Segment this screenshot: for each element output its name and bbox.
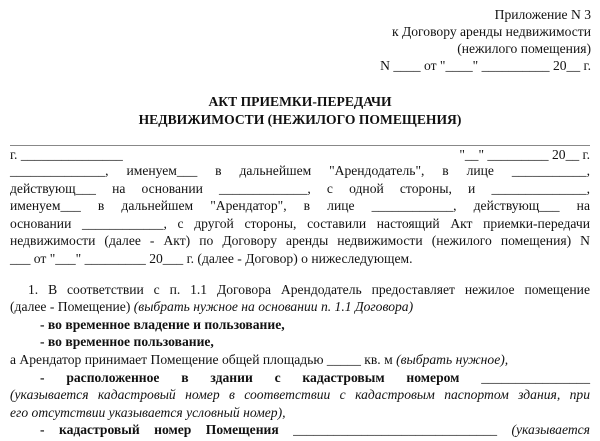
clause-note-line: его отсутствии указывается условный номер), xyxy=(10,404,286,420)
clause-line: 1. В соответствии с п. 1.1 Договора Арендодатель предоставляет нежилое помещение xyxy=(28,281,590,297)
title-line-1: АКТ ПРИЕМКИ-ПЕРЕДАЧИ xyxy=(208,94,392,109)
paragraph-line: ______________, именуем___ в дальнейшем "Арендодатель", в лице ___________, xyxy=(10,163,590,178)
clause-line: - кадастровый номер Помещения ______________________________ (указывается xyxy=(40,422,590,438)
paragraph-line: недвижимости (далее - Акт) по Договору аренды недвижимости (нежилого помещения) N xyxy=(10,233,590,249)
clause-line: (далее - Помещение) (выбрать нужное на основании п. 1.1 Договора) xyxy=(10,299,414,315)
paragraph-line: именуем___ в дальнейшем "Арендатор", в лице ____________, действующ___ на xyxy=(10,198,590,214)
option-line: - во временное владение и пользование, xyxy=(40,316,285,332)
document-body xyxy=(10,162,590,439)
city-field: г. _______________ xyxy=(10,147,123,162)
appendix-line: Приложение N 3 xyxy=(494,7,591,22)
place-date-row xyxy=(10,145,590,163)
document-title xyxy=(0,93,600,128)
appendix-line: (нежилого помещения) xyxy=(457,41,591,56)
option-line: - во временное пользование, xyxy=(40,334,214,350)
date-field: "__" _________ 20__ г. xyxy=(459,147,590,162)
paragraph-line: основании ____________, с другой стороны, составили настоящий Акт приемки-передачи xyxy=(10,215,590,231)
appendix-line: N ____ от "____" __________ 20__ г. xyxy=(380,58,591,73)
appendix-header xyxy=(271,6,591,74)
appendix-line: к Договору аренды недвижимости xyxy=(391,24,591,39)
paragraph-line: ___ от "___" _________ 20___ г. (далее - Договор) о нижеследующем. xyxy=(10,250,413,266)
clause-line: а Арендатор принимает Помещение общей площадью _____ кв. м (выбрать нужное), xyxy=(10,351,509,367)
paragraph-line: действующ___ на основании _____________, с одной стороны, и ______________, xyxy=(10,180,590,196)
clause-note-line: (указывается кадастровый номер в соответствии с кадастровым паспортом здания, при xyxy=(10,387,590,403)
title-line-2: НЕДВИЖИМОСТИ (НЕЖИЛОГО ПОМЕЩЕНИЯ) xyxy=(138,111,462,127)
clause-line: - расположенное в здании с кадастровым номером ________________ xyxy=(40,369,590,385)
